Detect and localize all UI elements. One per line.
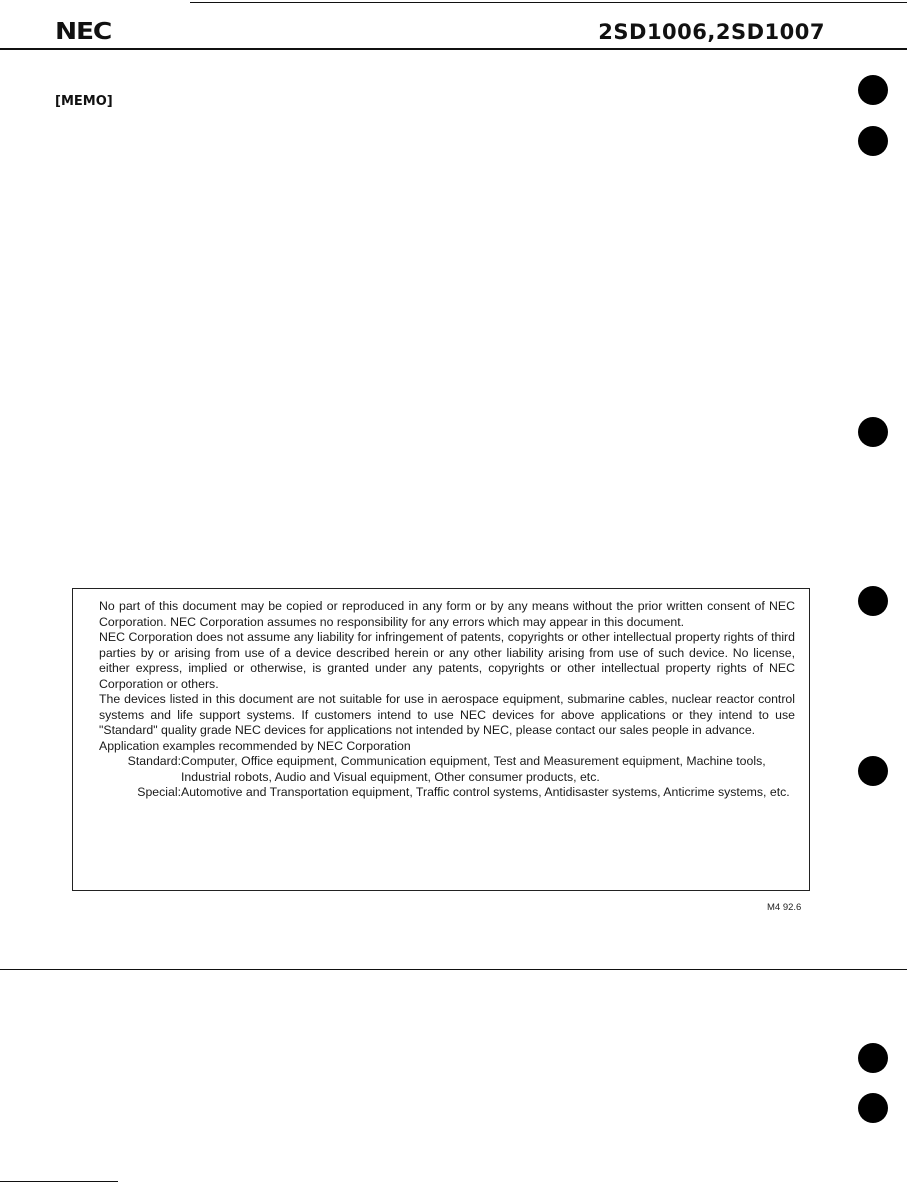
document-code: M4 92.6: [767, 902, 802, 913]
bottom-rule: [0, 1181, 118, 1182]
nec-logo: NEC: [55, 19, 112, 45]
special-row: [99, 785, 795, 801]
legal-notice-box: [72, 588, 810, 891]
punch-hole-icon: [858, 1043, 888, 1073]
punch-hole-icon: [858, 417, 888, 447]
part-number: 2SD1006,2SD1007: [598, 20, 825, 44]
punch-hole-icon: [858, 126, 888, 156]
standard-label: Standard:: [127, 754, 181, 768]
legal-notice-text: [99, 599, 795, 801]
examples-title: Application examples recommended by NEC Corporation: [99, 738, 411, 753]
special-label: Special:: [137, 785, 181, 799]
top-rule: [190, 2, 907, 3]
header-rule: [0, 48, 907, 50]
liability-paragraph: NEC Corporation does not assume any liability for infringement of patents, copyrights or other intellectual property rights of third parties by or arising from use of a device described herein or any other liability arising from use of such device. No license, either express, implied or otherwise, is granted under any patents, copyrights or other intellectual property rights of NEC Corporation or others.: [99, 630, 795, 691]
copyright-paragraph: No part of this document may be copied or reproduced in any form or by any means without the prior written consent of NEC Corporation. NEC Corporation assumes no responsibility for any errors which may appear in this document.: [99, 599, 795, 629]
standard-text: Computer, Office equipment, Communication equipment, Test and Measurement equipment, Machine tools, Industrial robots, Audio and Visual equipment, Other consumer products, etc.: [181, 754, 766, 784]
punch-hole-icon: [858, 1093, 888, 1123]
punch-hole-icon: [858, 75, 888, 105]
punch-hole-icon: [858, 756, 888, 786]
standard-row: [99, 754, 795, 785]
special-text: Automotive and Transportation equipment, Traffic control systems, Antidisaster systems, Anticrime systems, etc.: [181, 785, 790, 799]
punch-hole-icon: [858, 586, 888, 616]
lower-rule: [0, 969, 907, 970]
usage-paragraph: The devices listed in this document are not suitable for use in aerospace equipment, submarine cables, nuclear reactor control systems and life support systems. If customers intend to use NEC devices for above applications or they intend to use "Standard" quality grade NEC devices for applications not intended by NEC, please contact our sales people in advance.: [99, 692, 795, 737]
memo-label: [MEMO]: [55, 94, 113, 109]
